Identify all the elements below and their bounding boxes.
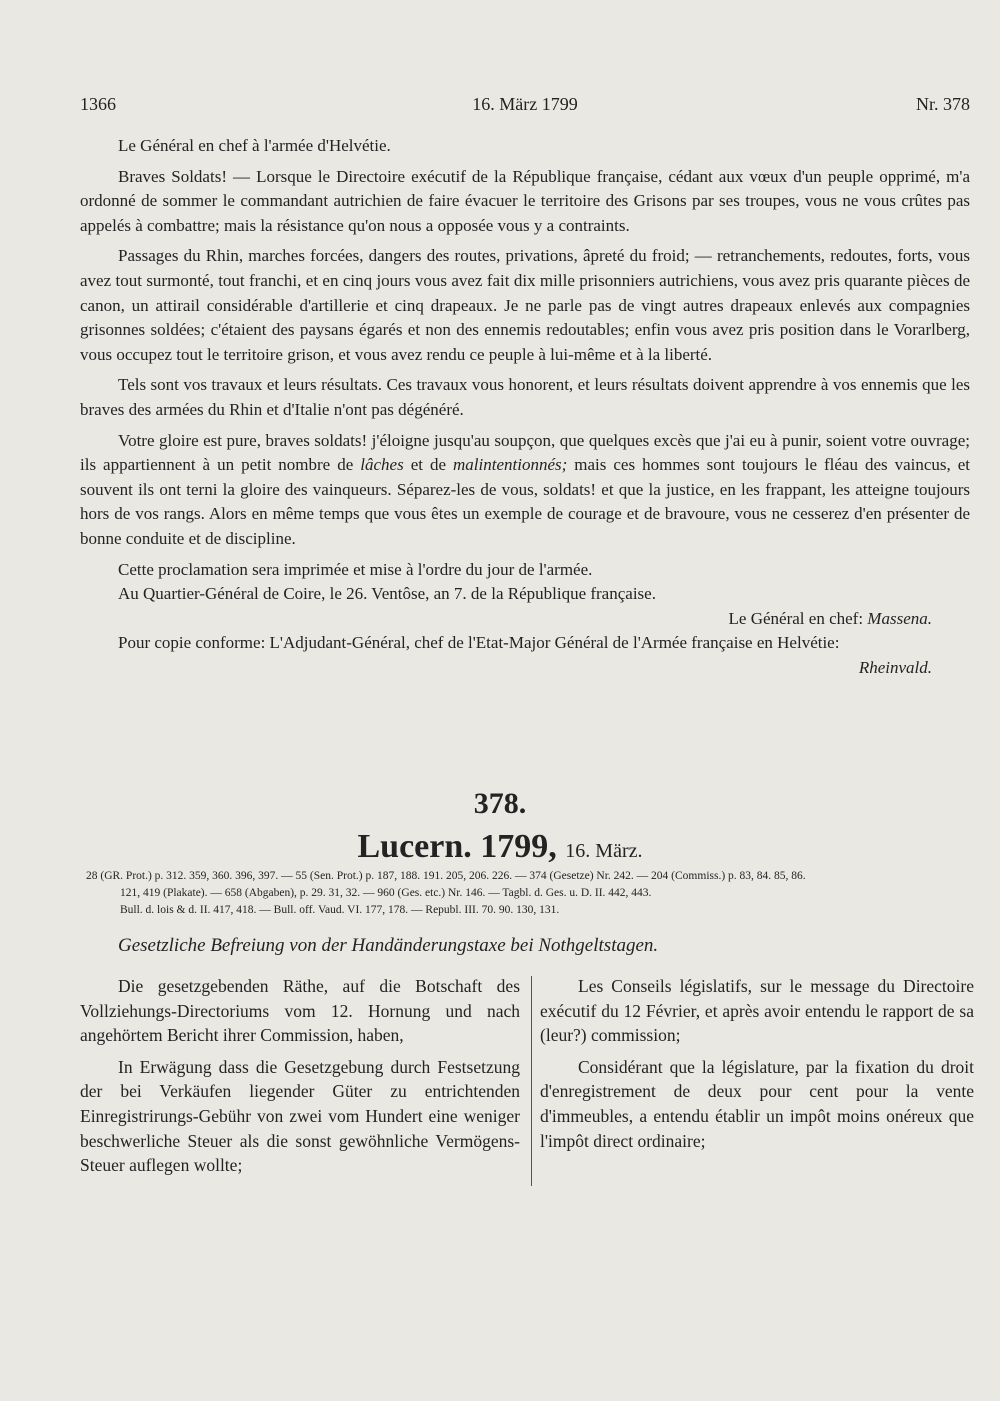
paragraph-braves-soldats: Braves Soldats! — Lorsque le Directoire exécutif de la République française, cédant aux vœux d'un peuple opprimé, m'a ordonné de sommer le commandant autrichien de faire évacuer le territoire des Grisons par ses troupes, vous ne vous crûtes pas appelés à combattre; mais la résistance qu'on nous a opposée vous y a contraints.	[80, 166, 970, 235]
document-year: 1799,	[480, 828, 557, 865]
p5-italic-2: malintentionnés;	[453, 455, 568, 475]
reference-line: Bull. d. lois & d. II. 417, 418. — Bull. off. Vaud. VI. 177, 178. — Republ. III. 70. 90. 130, 131.	[120, 904, 560, 916]
p5-text-b: et de	[410, 455, 447, 475]
proclamation-text	[80, 134, 970, 680]
proclamation-heading: Le Général en chef à l'armée d'Helvétie.	[118, 136, 391, 155]
paragraph-tels-sont: Tels sont vos travaux et leurs résultats. Ces travaux vous honorent, et leurs résultats doivent apprendre à vos ennemis que les braves des armées du Rhin et d'Italie n'ont pas dégénéré.	[80, 375, 970, 419]
p5-text-c: mais ces hommes sont toujours le fléau des vaincus, et souvent ils ont terni la gloire des vainqueurs. Séparez-les de vous, soldats! et que la justice, en les frappant, les atteigne toujours hors de vos rangs. Alors en même temps que vous êtes un exemple de courage et de bravoure, vous ne cesserez d'en présenter de bonne conduite et de discipline.	[80, 455, 971, 548]
french-column	[540, 974, 974, 1153]
german-column	[80, 974, 520, 1178]
copy-conform-line: Pour copie conforme: L'Adjudant-Général, chef de l'Etat-Major Général de l'Armée française en Helvétie:	[118, 633, 840, 653]
german-paragraph: Die gesetzgebenden Räthe, auf die Botschaft des Vollziehungs-Directoriums vom 12. Hornung und nach angehörtem Bericht ihrer Commission, haben,	[80, 976, 520, 1046]
column-divider	[531, 976, 532, 1186]
signature-general	[80, 607, 970, 632]
reference-line: 121, 419 (Plakate). — 658 (Abgaben), p. 29. 31, 32. — 960 (Ges. etc.) Nr. 146. — Tagbl. d. Ges. u. D. II. 442, 443.	[120, 887, 652, 899]
page-number: 1366	[80, 94, 116, 114]
signature-adjudant-name: Rheinvald.	[858, 657, 932, 677]
signature-general-name: Massena.	[867, 608, 932, 628]
header-doc-ref: Nr. 378	[916, 94, 970, 114]
header-date: 16. März 1799	[472, 94, 578, 114]
signature-general-label: Le Général en chef:	[728, 608, 864, 628]
french-paragraph: Considérant que la législature, par la fixation du droit d'enregistrement de deux pour cent pour la vente d'immeubles, a entendu établir un impôt moins onéreux que l'impôt direct ordinaire;	[540, 1056, 974, 1151]
document-subject: Gesetzliche Befreiung von der Handänderungstaxe bei Nothgeltstagen.	[118, 935, 659, 956]
german-paragraph: In Erwägung dass die Gesetzgebung durch Festsetzung der bei Verkäufen liegender Güter zu entrichtenden Einregistrirungs-Gebühr von zwei vom Hundert eine weniger beschwerliche Steuer als die sonst gewöhnliche Vermögens-Steuer auflegen wollte;	[80, 1056, 520, 1176]
p5-italic-1: lâches	[360, 455, 404, 475]
paragraph-votre-gloire	[80, 429, 970, 552]
french-paragraph: Les Conseils législatifs, sur le message du Directoire exécutif du 12 Février, et après avoir entendu le rapport de sa (leur?) commission;	[540, 976, 974, 1046]
paragraph-quartier-general: Au Quartier-Général de Coire, le 26. Ventôse, an 7. de la République française.	[118, 584, 656, 604]
page-header	[80, 94, 970, 122]
document-date: 16. März.	[565, 840, 643, 862]
p5-text-a: Votre gloire est pure, braves soldats! j'éloigne jusqu'au soupçon, que quelques excès que j'ai eu à punir, soient votre ouvrage; ils appartiennent à un petit nombre de	[80, 430, 970, 475]
paragraph-cette-proclamation: Cette proclamation sera imprimée et mise à l'ordre du jour de l'armée.	[118, 559, 593, 579]
document-place: Lucern.	[357, 828, 472, 865]
reference-line: 28 (GR. Prot.) p. 312. 359, 360. 396, 397. — 55 (Sen. Prot.) p. 187, 188. 191. 205, 206. 226. — 374 (Gesetze) Nr. 242. — 204 (Commiss.) p. 83, 84. 85, 86.	[86, 870, 806, 882]
document-number: 378.	[473, 787, 527, 820]
paragraph-passages-du-rhin: Passages du Rhin, marches forcées, dangers des routes, privations, âpreté du froid; — retranchements, redoutes, forts, vous avez tout surmonté, tout franchi, et en cinq jours vous avez fait dix mille prisonniers autrichiens, vous avez pris quarante pièces de canon, un attirail considérable d'artillerie et cinq drapeaux. Je ne parle pas de vingt autres drapeaux enlevés aux compagnies grisonnes soldées; c'étaient des paysans égarés et non des ennemis redoutables; enfin vous avez pris position dans le Vorarlberg, vous occupez tout le territoire grison, et vous avez rendu ce peuple à lui-même et à la liberté.	[80, 246, 970, 364]
signature-adjudant	[80, 656, 970, 681]
source-references	[86, 868, 976, 919]
document-place-date	[0, 828, 1000, 866]
